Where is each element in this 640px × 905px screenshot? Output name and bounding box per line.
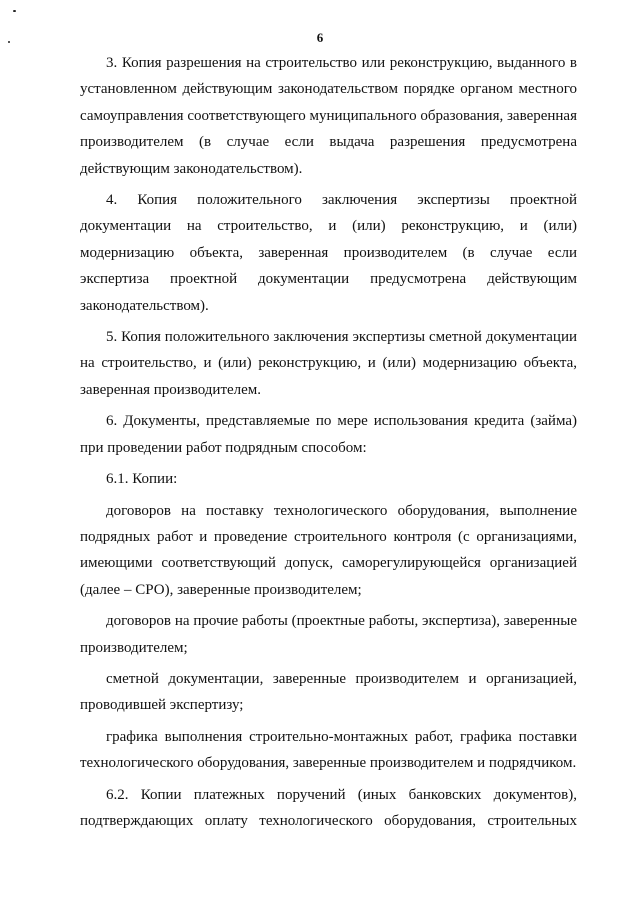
paragraph-schedule: графика выполнения строительно-монтажных работ, графика поставки технологического оборудования, заверенные производителем и подрядчиком. [80, 728, 577, 772]
paragraph-item-6-2: 6.2. Копии платежных поручений (иных банковских документов), подтверждающих оплату технологического оборудования, строительных [80, 786, 577, 829]
paragraph-item-6: 6. Документы, представляемые по мере использования кредита (займа) при проведении работ подрядным способом: [80, 413, 577, 456]
document-body [80, 50, 577, 839]
paragraph-contracts-equipment: договоров на поставку технологического оборудования, выполнение подрядных работ и проведение строительного контроля (с организациями, имеющими соответствующий допуск, саморегулирующейся организацией (далее – СРО), заверенные производителем; [80, 502, 577, 598]
paragraph-item-4: 4. Копия положительного заключения экспертизы проектной документации на строительство, и (или) реконструкцию, и (или) модернизацию объекта, заверенная производителем (в случае если экспертиза проектной документации предусмотрена действующим законодательством). [80, 192, 577, 314]
paragraph-contracts-other: договоров на прочие работы (проектные работы, экспертиза), заверенные производителем; [80, 613, 577, 656]
paragraph-item-5: 5. Копия положительного заключения экспертизы сметной документации на строительство, и (или) реконструкцию, и (или) модернизацию объекта, заверенная производителем. [80, 329, 577, 398]
paragraph-estimate-docs: сметной документации, заверенные производителем и организацией, проводившей экспертизу; [80, 670, 577, 714]
paragraph-item-3: 3. Копия разрешения на строительство или реконструкцию, выданного в установленном действующим законодательством порядке органом местного самоуправления соответствующего муниципального образования, заверенная производителем (в случае если выдача разрешения предусмотрена действующим законодательством). [80, 55, 577, 177]
page-number: 6 [316, 30, 324, 45]
paragraph-item-6-1: 6.1. Копии: [106, 471, 178, 488]
scan-speck [13, 10, 16, 12]
